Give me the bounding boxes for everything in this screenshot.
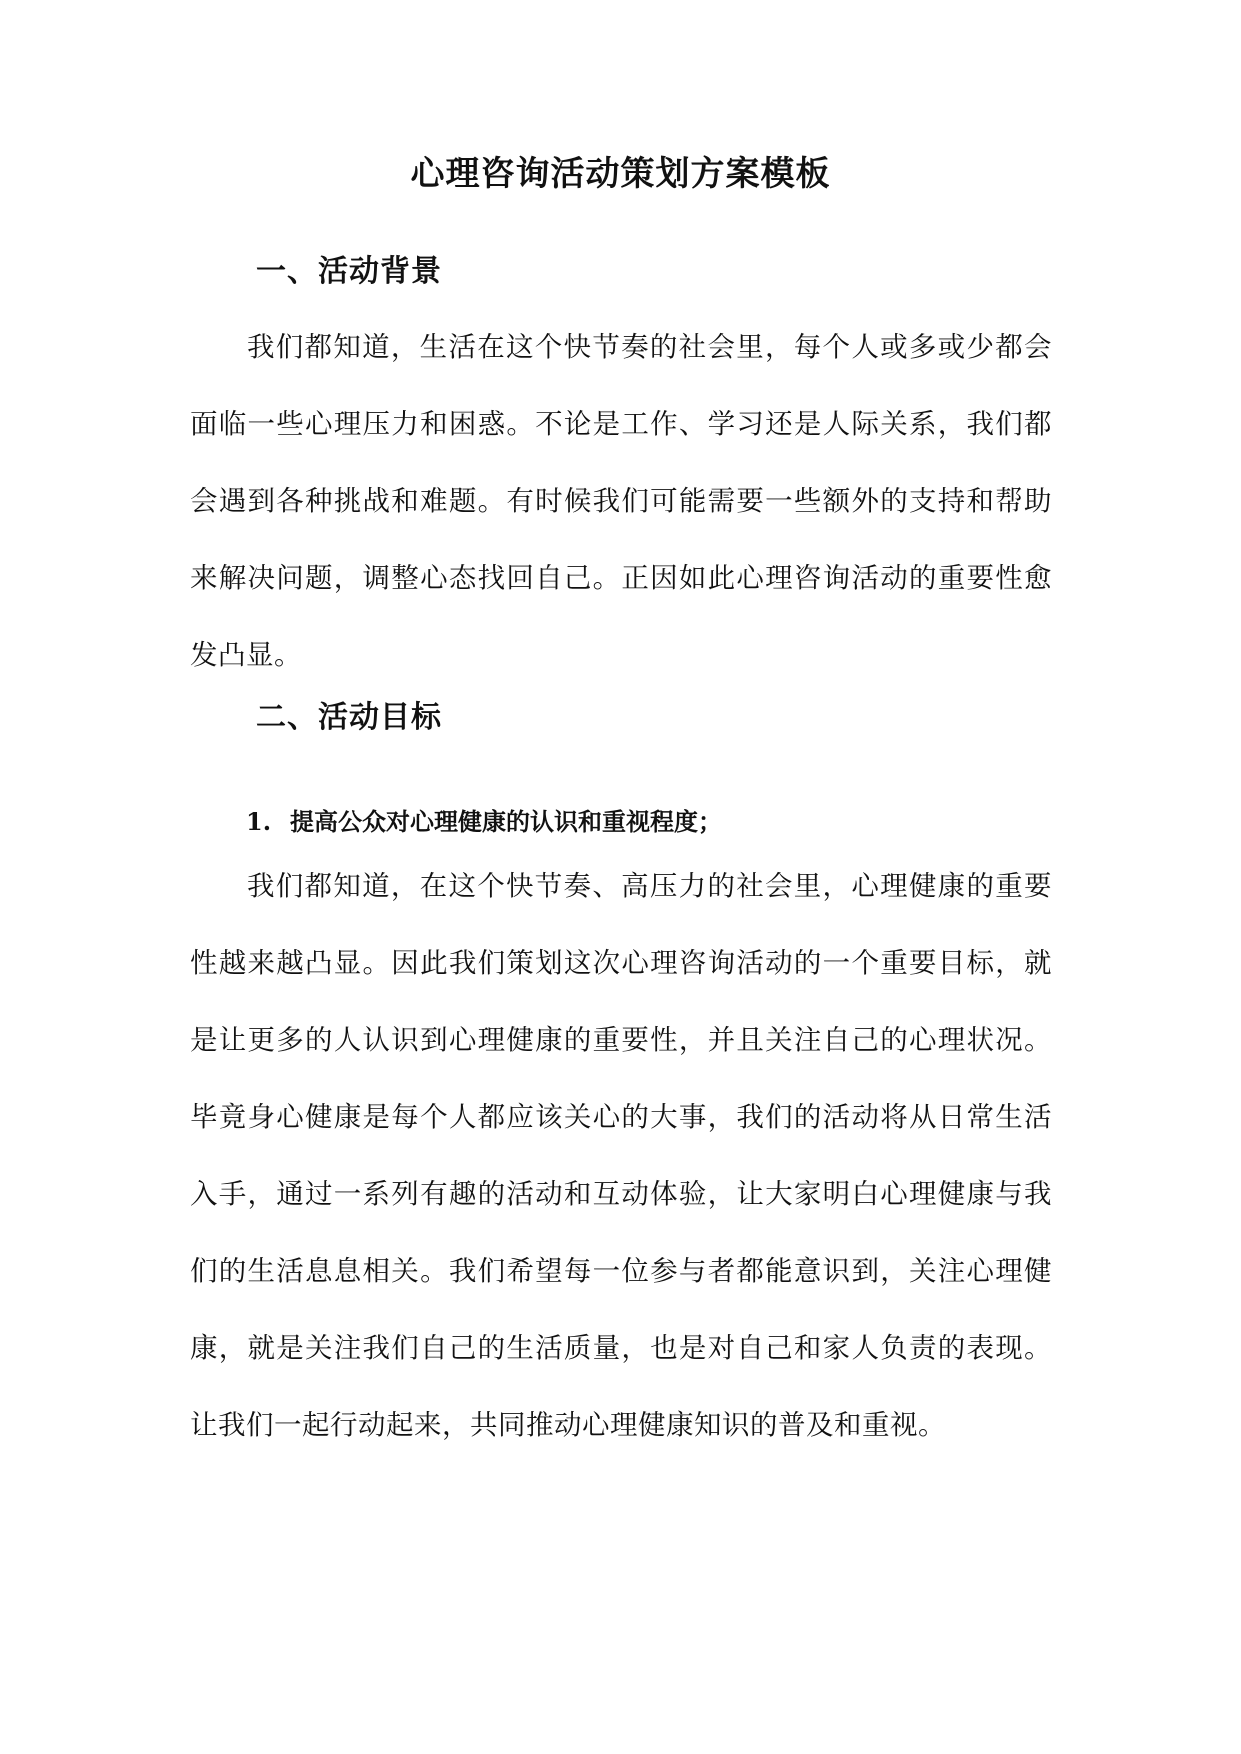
section-heading-background: 一、活动背景 [256, 254, 442, 289]
background-paragraph: 我们都知道，生活在这个快节奏的社会里，每个人或多或少都会面临一些心理压力和困惑。不论是工作、学习还是人际关系，我们都会遇到各种挑战和难题。有时候我们可能需要一些额外的支持和帮助来解决问题，调整心态找回自己。正因如此心理咨询活动的重要性愈发凸显。 [190, 331, 1052, 671]
document-title: 心理咨询活动策划方案模板 [410, 154, 831, 194]
goal-item-paragraph: 我们都知道，在这个快节奏、高压力的社会里，心理健康的重要性越来越凸显。因此我们策划这次心理咨询活动的一个重要目标，就是让更多的人认识到心理健康的重要性，并且关注自己的心理状况。毕竟身心健康是每个人都应该关心的大事，我们的活动将从日常生活入手，通过一系列有趣的活动和互动体验，让大家明白心理健康与我们的生活息息相关。我们希望每一位参与者都能意识到，关注心理健康，就是关注我们自己的生活质量，也是对自己和家人负责的表现。让我们一起行动起来，共同推动心理健康知识的普及和重视。 [190, 870, 1052, 1441]
section-heading-goals: 二、活动目标 [256, 700, 442, 735]
goal-item-title: 提高公众对心理健康的认识和重视程度； [290, 807, 722, 836]
goal-item-number: 1. [246, 807, 272, 836]
goal-item-heading [246, 804, 722, 840]
